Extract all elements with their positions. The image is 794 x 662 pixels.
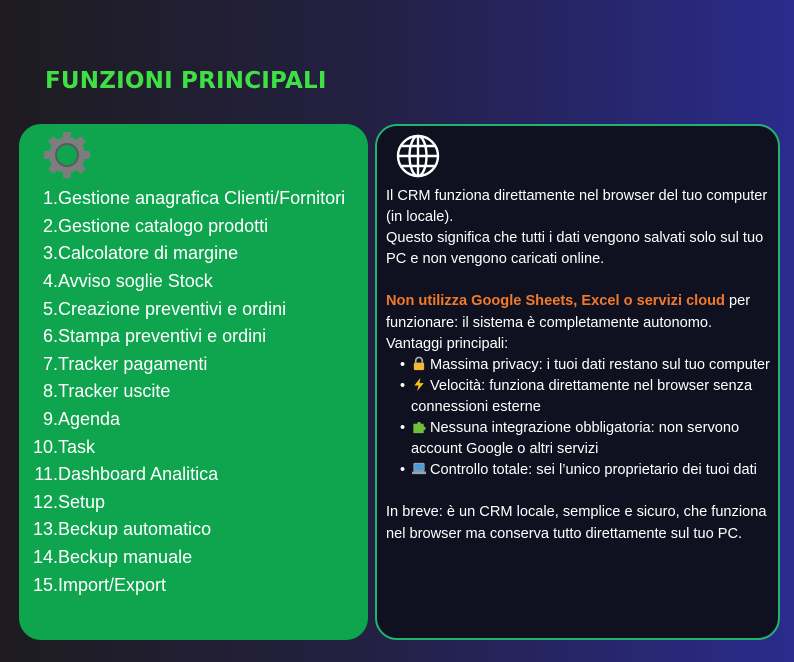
- list-item: [28, 213, 345, 241]
- advantages-title: Vantaggi principali:: [386, 335, 509, 352]
- list-item: [28, 461, 345, 489]
- list-label: Avviso soglie Stock: [58, 271, 213, 292]
- list-label: Stampa preventivi e ordini: [58, 326, 267, 347]
- advantage-text: Controllo totale: sei l’unico proprietario dei tuoi dati: [430, 462, 757, 479]
- list-number: 9.: [42, 409, 58, 430]
- list-label: Tracker uscite: [58, 381, 171, 402]
- list-label: Setup: [58, 491, 106, 512]
- list-item: [28, 571, 345, 599]
- list-number: 7.: [42, 353, 58, 374]
- list-label: Creazione preventivi e ordini: [58, 298, 287, 319]
- list-number: 4.: [42, 271, 58, 292]
- list-item: [400, 460, 774, 481]
- list-item: [400, 355, 774, 376]
- list-item: [28, 351, 345, 379]
- intro-paragraph: Il CRM funziona direttamente nel browser del tuo computer (in locale).: [386, 188, 768, 226]
- advantage-text: Massima privacy: i tuoi dati restano sul tuo computer: [430, 356, 770, 373]
- list-label: Import/Export: [58, 574, 167, 595]
- highlight-rest: per funzionare: il sistema è completamente autonomo.: [386, 293, 751, 331]
- list-label: Beckup manuale: [58, 547, 193, 568]
- list-number: 12.: [32, 491, 58, 512]
- list-item: [28, 406, 345, 434]
- list-label: Task: [58, 436, 96, 457]
- list-label: Calcolatore di margine: [58, 243, 239, 264]
- list-item: [28, 516, 345, 544]
- cloud-paragraph: [386, 291, 774, 333]
- list-item: [28, 268, 345, 296]
- list-item: [400, 418, 774, 460]
- list-item: [28, 240, 345, 268]
- list-item: [28, 295, 345, 323]
- summary-paragraph: In breve: è un CRM locale, semplice e sicuro, che funziona nel browser ma conserva tutto direttamente sul tuo PC.: [386, 504, 767, 542]
- highlight-text: Non utilizza Google Sheets, Excel o servizi cloud: [386, 293, 725, 310]
- list-number: 2.: [42, 215, 58, 236]
- puzzle-icon: [411, 419, 427, 434]
- list-number: 1.: [42, 188, 58, 209]
- list-number: 10.: [32, 436, 58, 457]
- list-number: 15.: [32, 574, 58, 595]
- list-item: [400, 376, 774, 418]
- list-item: [28, 378, 345, 406]
- list-item: [28, 544, 345, 572]
- list-item: [28, 433, 345, 461]
- list-label: Agenda: [58, 409, 121, 430]
- page-title: FUNZIONI PRINCIPALI: [45, 68, 327, 94]
- laptop-icon: [411, 461, 427, 476]
- list-label: Dashboard Analitica: [58, 464, 219, 485]
- list-number: 6.: [42, 326, 58, 347]
- list-label: Gestione anagrafica Clienti/Fornitori: [58, 188, 346, 209]
- list-item: [28, 323, 345, 351]
- list-number: 14.: [32, 547, 58, 568]
- lock-icon: [411, 356, 427, 371]
- advantages-list: [400, 355, 774, 482]
- feature-list: [28, 185, 345, 599]
- list-number: 13.: [32, 519, 58, 540]
- globe-icon: [395, 133, 441, 179]
- list-label: Beckup automatico: [58, 519, 212, 540]
- list-label: Tracker pagamenti: [58, 353, 208, 374]
- list-number: 8.: [42, 381, 58, 402]
- list-label: Gestione catalogo prodotti: [58, 215, 269, 236]
- intro-paragraph: Questo significa che tutti i dati vengono salvati solo sul tuo PC e non vengono caricati online.: [386, 230, 764, 268]
- info-text: [386, 186, 774, 545]
- lightning-icon: [411, 377, 427, 392]
- advantage-text: Velocità: funziona direttamente nel browser senza connessioni esterne: [411, 377, 753, 415]
- list-number: 5.: [42, 298, 58, 319]
- list-number: 3.: [42, 243, 58, 264]
- list-number: 11.: [34, 464, 58, 485]
- advantage-text: Nessuna integrazione obbligatoria: non servono account Google o altri servizi: [411, 420, 740, 458]
- list-item: [28, 489, 345, 517]
- list-item: [28, 185, 345, 213]
- gear-icon: [42, 130, 92, 180]
